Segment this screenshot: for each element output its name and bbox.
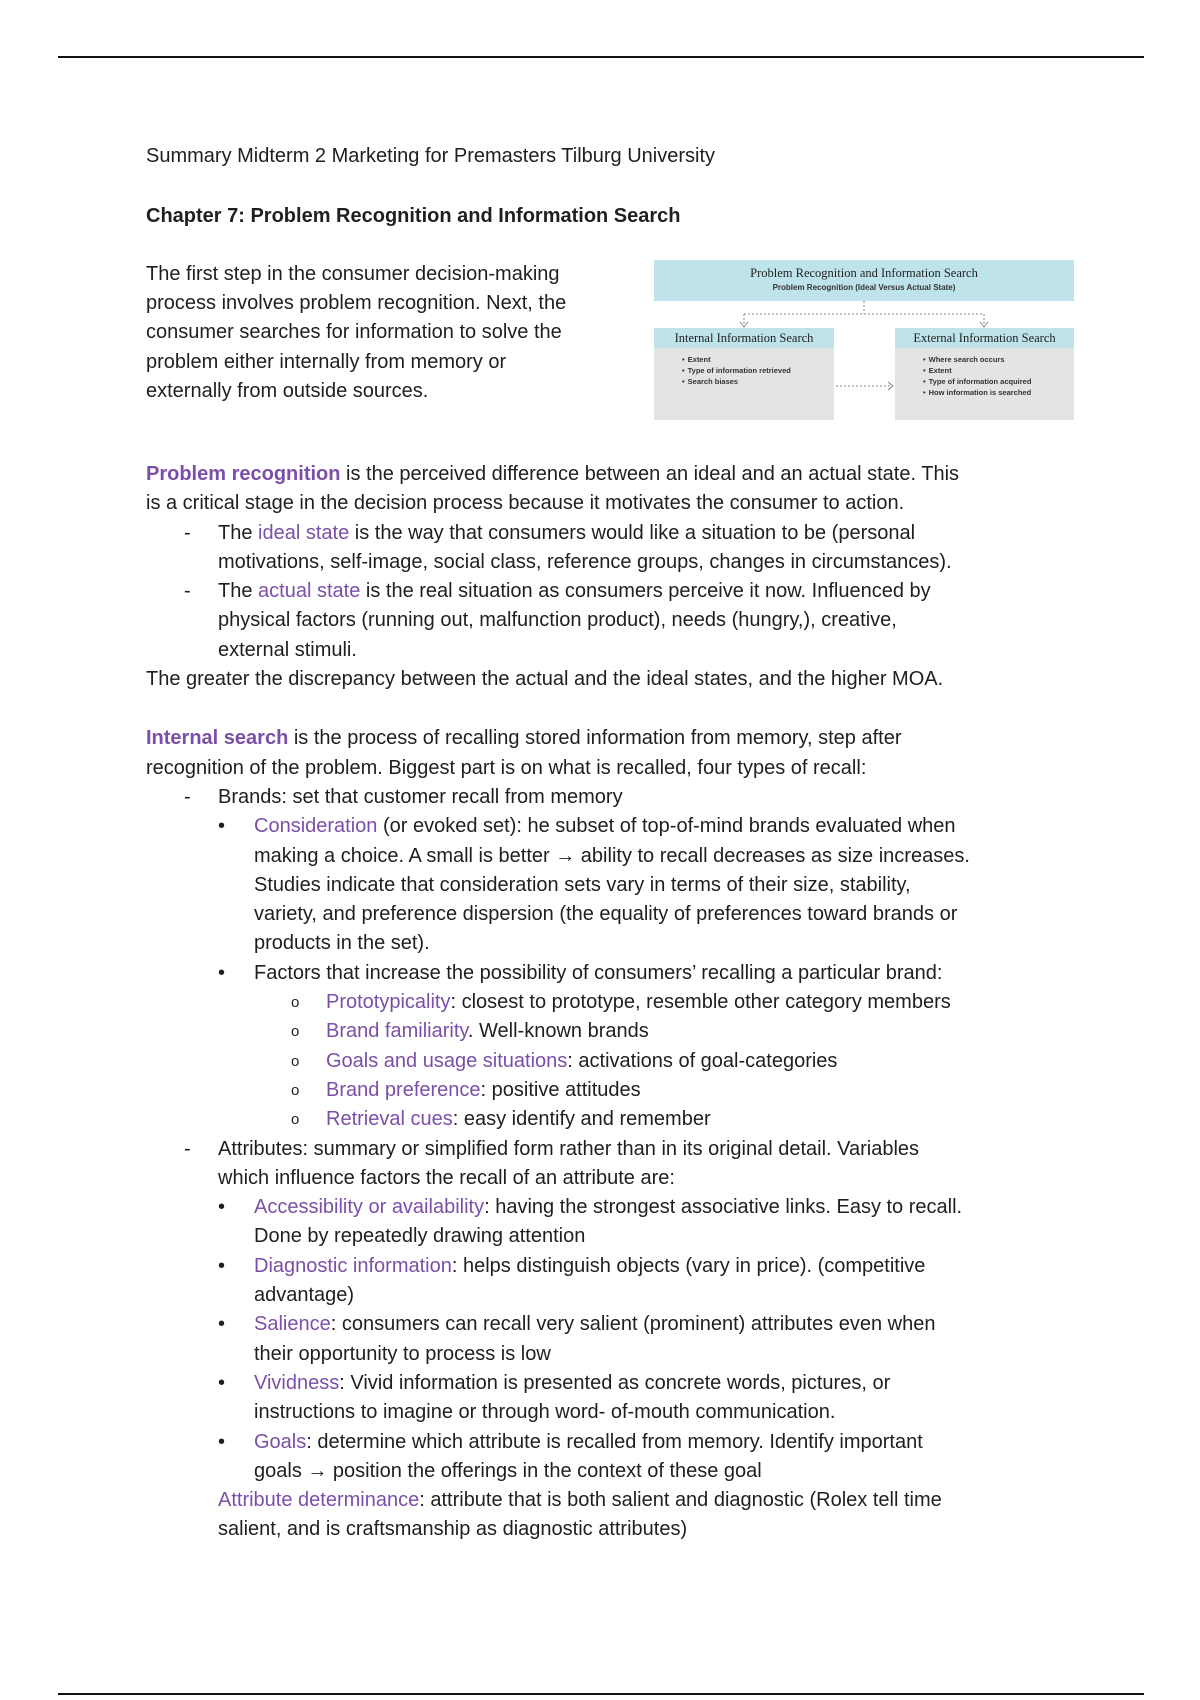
- term-internal-search: Internal search: [146, 727, 289, 750]
- text-segment: . Well-known brands: [467, 1020, 649, 1043]
- chapter-heading: Chapter 7: Problem Recognition and Information Search: [146, 205, 681, 227]
- intro-paragraph: [146, 260, 616, 406]
- bullet-marker: •: [218, 961, 226, 984]
- external-search-box: [895, 328, 1074, 420]
- dash-marker: -: [184, 1137, 191, 1160]
- bullet-marker: •: [218, 815, 226, 838]
- brands-item: [146, 783, 1061, 812]
- intro-line: problem either internally from memory or: [146, 350, 507, 373]
- text-segment: : attribute that is both salient and diagnostic (Rolex tell time: [419, 1489, 942, 1512]
- intro-line: externally from outside sources.: [146, 379, 429, 402]
- top-rule: [58, 56, 1144, 58]
- intro-section: [146, 260, 1061, 430]
- attribute-term: Accessibility or availability: [254, 1196, 485, 1219]
- external-search-list: [895, 354, 1074, 398]
- consideration-item: [146, 812, 1061, 841]
- text-segment: The: [218, 521, 259, 544]
- term-ideal-state: ideal state: [258, 521, 350, 544]
- internal-search-list: [654, 354, 834, 387]
- attribute-item: [146, 1428, 1061, 1457]
- factor-term: Goals and usage situations: [326, 1049, 568, 1072]
- paragraph-line: advantage): [254, 1284, 355, 1307]
- text-segment: is the way that consumers would like a situation to be (personal: [349, 521, 916, 544]
- text-segment: The: [218, 580, 259, 603]
- list-item: • Extent: [923, 365, 1074, 376]
- paragraph-line: recognition of the problem. Biggest part is on what is recalled, four types of recall:: [146, 756, 867, 779]
- diagram-header-box: [654, 260, 1074, 301]
- text-segment: : easy identify and remember: [452, 1108, 711, 1131]
- attribute-term: Goals: [254, 1430, 307, 1453]
- text-segment: : Vivid information is presented as concrete words, pictures, or: [339, 1371, 891, 1394]
- text-segment: Brands: set that customer recall from memory: [218, 785, 623, 808]
- attribute-item: [146, 1310, 1061, 1339]
- external-search-header: External Information Search: [895, 328, 1074, 348]
- text-segment: is the process of recalling stored information from memory, step after: [288, 727, 902, 750]
- paragraph-line: products in the set).: [254, 932, 430, 955]
- dash-marker: -: [184, 521, 191, 544]
- circle-marker: o: [291, 1111, 300, 1129]
- text-segment: : closest to prototype, resemble other category members: [450, 991, 951, 1014]
- text-segment: : consumers can recall very salient (prominent) attributes even when: [330, 1313, 936, 1336]
- circle-marker: o: [291, 1023, 300, 1041]
- intro-line: The first step in the consumer decision-making: [146, 263, 560, 285]
- factor-item: [146, 1017, 1061, 1046]
- factor-item: [146, 1047, 1061, 1076]
- circle-marker: o: [291, 1052, 300, 1070]
- paragraph-line: external stimuli.: [218, 638, 357, 661]
- attribute-term: Salience: [254, 1313, 331, 1336]
- list-item: • Type of information acquired: [923, 376, 1074, 387]
- list-item: • Type of information retrieved: [682, 365, 834, 376]
- factor-item: [146, 1076, 1061, 1105]
- circle-marker: o: [291, 994, 300, 1012]
- list-item: • Search biases: [682, 376, 834, 387]
- list-item: • How information is searched: [923, 387, 1074, 398]
- intro-line: consumer searches for information to solve the: [146, 321, 562, 344]
- factor-item: [146, 988, 1061, 1017]
- list-item: • Where search occurs: [923, 354, 1074, 365]
- text-segment: : activations of goal-categories: [567, 1049, 838, 1072]
- bullet-marker: •: [218, 1254, 226, 1277]
- paragraph-line: making a choice. A small is better → ability to recall decreases as size increases.: [254, 844, 970, 867]
- attribute-item: [146, 1193, 1061, 1222]
- factor-item: [146, 1105, 1061, 1134]
- factors-item: [146, 959, 1061, 988]
- paragraph-line: goals → position the offerings in the context of these goal: [254, 1459, 762, 1482]
- text-segment: : positive attitudes: [480, 1078, 641, 1101]
- paragraph-line: The greater the discrepancy between the actual and the ideal states, and the higher MOA.: [146, 668, 944, 691]
- bullet-marker: •: [218, 1430, 226, 1453]
- text-segment: is the perceived difference between an ideal and an actual state. This: [340, 463, 960, 485]
- paragraph-line: which influence factors the recall of an attribute are:: [218, 1166, 675, 1189]
- text-segment: (or evoked set): he subset of top-of-mind brands evaluated when: [377, 815, 956, 838]
- paragraph-line: variety, and preference dispersion (the equality of preferences toward brands or: [254, 903, 958, 926]
- process-diagram: [654, 260, 1074, 420]
- bullet-marker: •: [218, 1371, 226, 1394]
- text-segment: is the real situation as consumers perceive it now. Influenced by: [360, 580, 931, 603]
- attribute-determinance-line: [146, 1486, 1061, 1515]
- paragraph-line: [146, 724, 1061, 753]
- term-actual-state: actual state: [258, 580, 361, 603]
- paragraph-line: is a critical stage in the decision process because it motivates the consumer to action.: [146, 492, 905, 515]
- term-attribute-determinance: Attribute determinance: [218, 1489, 420, 1512]
- term-consideration: Consideration: [254, 815, 378, 838]
- text-segment: : determine which attribute is recalled from memory. Identify important: [306, 1430, 923, 1453]
- document-page: [146, 142, 1061, 1545]
- internal-search-box: [654, 328, 834, 420]
- paragraph-line: instructions to imagine or through word- of-mouth communication.: [254, 1401, 836, 1424]
- intro-line: process involves problem recognition. Next, the: [146, 292, 567, 315]
- dash-marker: -: [184, 580, 191, 603]
- dash-marker: -: [184, 785, 191, 808]
- bullet-marker: •: [218, 1313, 226, 1336]
- bottom-rule: [58, 1693, 1144, 1695]
- paragraph-line: [146, 460, 1061, 489]
- text-segment: : helps distinguish objects (vary in price). (competitive: [451, 1254, 926, 1277]
- factor-term: Brand preference: [326, 1078, 481, 1101]
- attribute-item: [146, 1252, 1061, 1281]
- diagram-subtitle: Problem Recognition (Ideal Versus Actual State): [772, 283, 956, 292]
- problem-recognition-section: [146, 460, 1061, 694]
- term-problem-recognition: Problem recognition: [146, 463, 341, 485]
- text-segment: Attributes: summary or simplified form rather than in its original detail. Variables: [218, 1137, 920, 1160]
- paragraph-line: Studies indicate that consideration sets vary in terms of their size, stability,: [254, 873, 911, 896]
- paragraph-line: physical factors (running out, malfunction product), needs (hungry,), creative,: [218, 609, 897, 632]
- diagram-title: Problem Recognition and Information Search: [750, 266, 978, 280]
- paragraph-line: their opportunity to process is low: [254, 1342, 551, 1365]
- document-title: Summary Midterm 2 Marketing for Premasters Tilburg University: [146, 145, 716, 167]
- attribute-term: Vividness: [254, 1371, 340, 1394]
- paragraph-line: motivations, self-image, social class, reference groups, changes in circumstances).: [218, 550, 952, 573]
- attribute-term: Diagnostic information: [254, 1254, 452, 1277]
- list-item: • Extent: [682, 354, 834, 365]
- factor-term: Retrieval cues: [326, 1108, 453, 1131]
- attribute-item: [146, 1369, 1061, 1398]
- paragraph-line: salient, and is craftsmanship as diagnostic attributes): [218, 1518, 688, 1541]
- text-segment: : having the strongest associative links. Easy to recall.: [484, 1196, 963, 1219]
- internal-search-section: [146, 724, 1061, 1544]
- text-segment: Factors that increase the possibility of consumers’ recalling a particular brand:: [254, 961, 943, 984]
- attributes-item: [146, 1135, 1061, 1164]
- actual-state-item: [146, 577, 1061, 606]
- circle-marker: o: [291, 1081, 300, 1099]
- factor-term: Prototypicality: [326, 991, 451, 1014]
- factor-term: Brand familiarity: [326, 1020, 468, 1043]
- paragraph-line: Done by repeatedly drawing attention: [254, 1225, 586, 1248]
- bullet-marker: •: [218, 1196, 226, 1219]
- ideal-state-item: [146, 519, 1061, 548]
- internal-search-header: Internal Information Search: [654, 328, 834, 348]
